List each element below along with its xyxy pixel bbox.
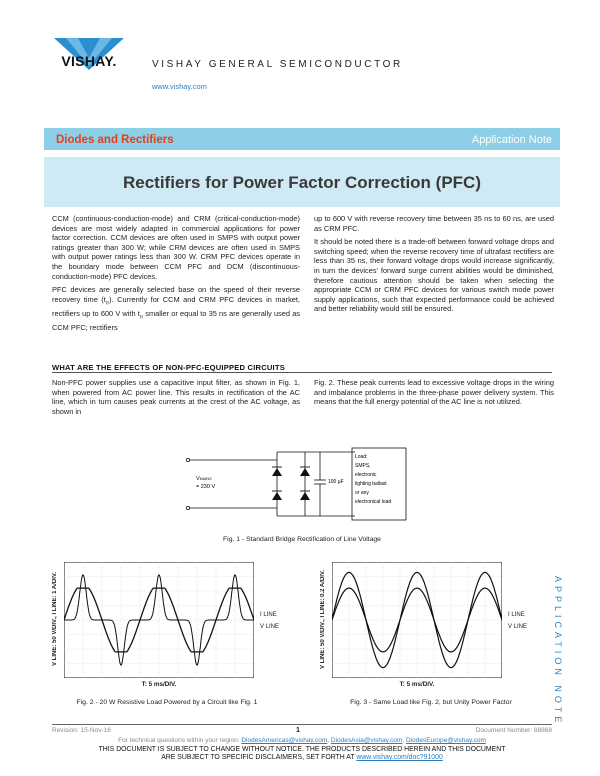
vmains-label: VMAINS	[196, 476, 212, 482]
page-number: 1	[296, 727, 300, 734]
capacitor-label: 100 µF	[328, 479, 344, 485]
website-link[interactable]: www.vishay.com	[152, 82, 207, 91]
logo-text: VISHAY.	[61, 53, 117, 69]
fig3-legend-i: I LINE	[508, 612, 525, 618]
vishay-logo[interactable]	[52, 36, 126, 86]
email-asia[interactable]: DiodesAsia@vishay.com	[330, 737, 403, 744]
revision: Revision: 15-Nov-16	[52, 727, 111, 734]
email-americas[interactable]: DiodesAmericas@vishay.com	[241, 737, 328, 744]
disclaimer-link[interactable]: www.vishay.com/doc?91000	[356, 754, 443, 761]
footer-divider	[52, 724, 552, 725]
intro-paragraph-2: PFC devices are generally selected base on the speed of their reverse recovery time $(t_{rr})$. Currently for CCM and CRM PFC devices in market, rectifiers up to 600 V with $t_{rr}$ smaller or equal to 35 ns are generally used as CCM PFC; rectifiers	[52, 285, 301, 332]
fig2-caption: Fig. 2 - 20 W Resistive Load Powered by a Circuit like Fig. 1	[76, 699, 258, 706]
fig3-oscilloscope	[332, 562, 502, 678]
vmains-value: = 230 V	[196, 484, 216, 490]
intro-paragraph-1: CCM (continuous-conduction-mode) and CRM (critical-conduction-mode) devices are most widely adapted in commercial applications for power factor correction. CCM devices are often used in SMPS with output power ratings greater than 300 W; while CRM devices are often used in SMPS with output power ratings less than 300 W. CRM PFC devices operate in the boundary mode between CCM PFC and DCM (discontinuous-conduction-mode) PFC devices.	[52, 214, 300, 281]
section-divider	[52, 372, 552, 373]
fig2-xlabel: T: 5 ms/DIV.	[141, 681, 177, 688]
company-name: VISHAY GENERAL SEMICONDUCTOR	[152, 59, 403, 70]
section-text-left: Non-PFC power supplies use a capacitive input filter, as shown in Fig. 1, when powered from AC power line. This results in rectification of the AC line, which in turn causes peak currents at the crest of the AC voltage, as shown in	[52, 378, 300, 416]
fig3-legend-v: V LINE	[508, 624, 528, 630]
email-europe[interactable]: DiodesEurope@vishay.com	[406, 737, 486, 744]
document-type: Application Note	[471, 134, 552, 146]
intro-paragraph-4: It should be noted there is a trade-off between forward voltage drops and switching speed; when the reverse recovery time of ultrafast rectifiers are less than 35 ns, their forward voltage drops would increase significantly, in turn the devices' forward surge current abilities would be diminished, therefore cautious attention should be taken when selecting the appropriate CCM or CRM PFC devices for various switch mode power supply applications, such that expected performance could be achieved and better reliability would still be ensured.	[314, 237, 554, 314]
load-description: Load: SMPS, electronic lighting ballast or any electronical load	[355, 454, 392, 505]
fig2-legend-i: I LINE	[260, 612, 277, 618]
section-heading: WHAT ARE THE EFFECTS OF NON-PFC-EQUIPPED CIRCUITS	[52, 363, 285, 372]
fig2-oscilloscope	[64, 562, 254, 678]
fig3-caption: Fig. 3 - Same Load like Fig. 2, but Unity Power Factor	[350, 699, 512, 706]
fig3-ylabel: V LINE: 50 V/DIV., I LINE: 0.2 A/DIV.	[320, 569, 326, 669]
intro-column-left	[52, 214, 300, 336]
section-text-right: Fig. 2. These peak currents lead to excessive voltage drops in the wiring and imbalance problems in the three-phase power delivery system. This means that the full energy potential of the AC line is not utilized.	[314, 378, 554, 407]
technical-questions: For technical questions within your region: DiodesAmericas@vishay.com, DiodesAsia@vishay.com, DiodesEurope@vishay.com	[118, 737, 486, 744]
page-title: Rectifiers for Power Factor Correction (PFC)	[122, 173, 481, 192]
fig1-caption: Fig. 1 - Standard Bridge Rectification of Line Voltage	[223, 536, 381, 543]
fig2-legend-v: V LINE	[260, 624, 280, 630]
disclaimer: THIS DOCUMENT IS SUBJECT TO CHANGE WITHOUT NOTICE. THE PRODUCTS DESCRIBED HEREIN AND THIS DOCUMENT ARE SUBJECT TO SPECIFIC DISCLAIMERS, SET FORTH AT www.vishay.com/doc?91000	[98, 746, 506, 761]
intro-paragraph-3: up to 600 V with reverse recovery time between 35 ns to 60 ns, are used as CRM PFC.	[314, 214, 554, 233]
intro-column-right	[314, 214, 554, 318]
fig3-xlabel: T: 5 ms/DIV.	[399, 681, 435, 688]
fig2-ylabel: V LINE: 50 V/DIV., I LINE: 1 A/DIV.	[52, 571, 58, 667]
document-number: Document Number: 88868	[475, 727, 552, 734]
category-label: Diodes and Rectifiers	[56, 134, 174, 146]
fig1-circuit-diagram	[180, 440, 420, 525]
application-note-side-label: APPLICATION NOTE	[553, 576, 563, 727]
